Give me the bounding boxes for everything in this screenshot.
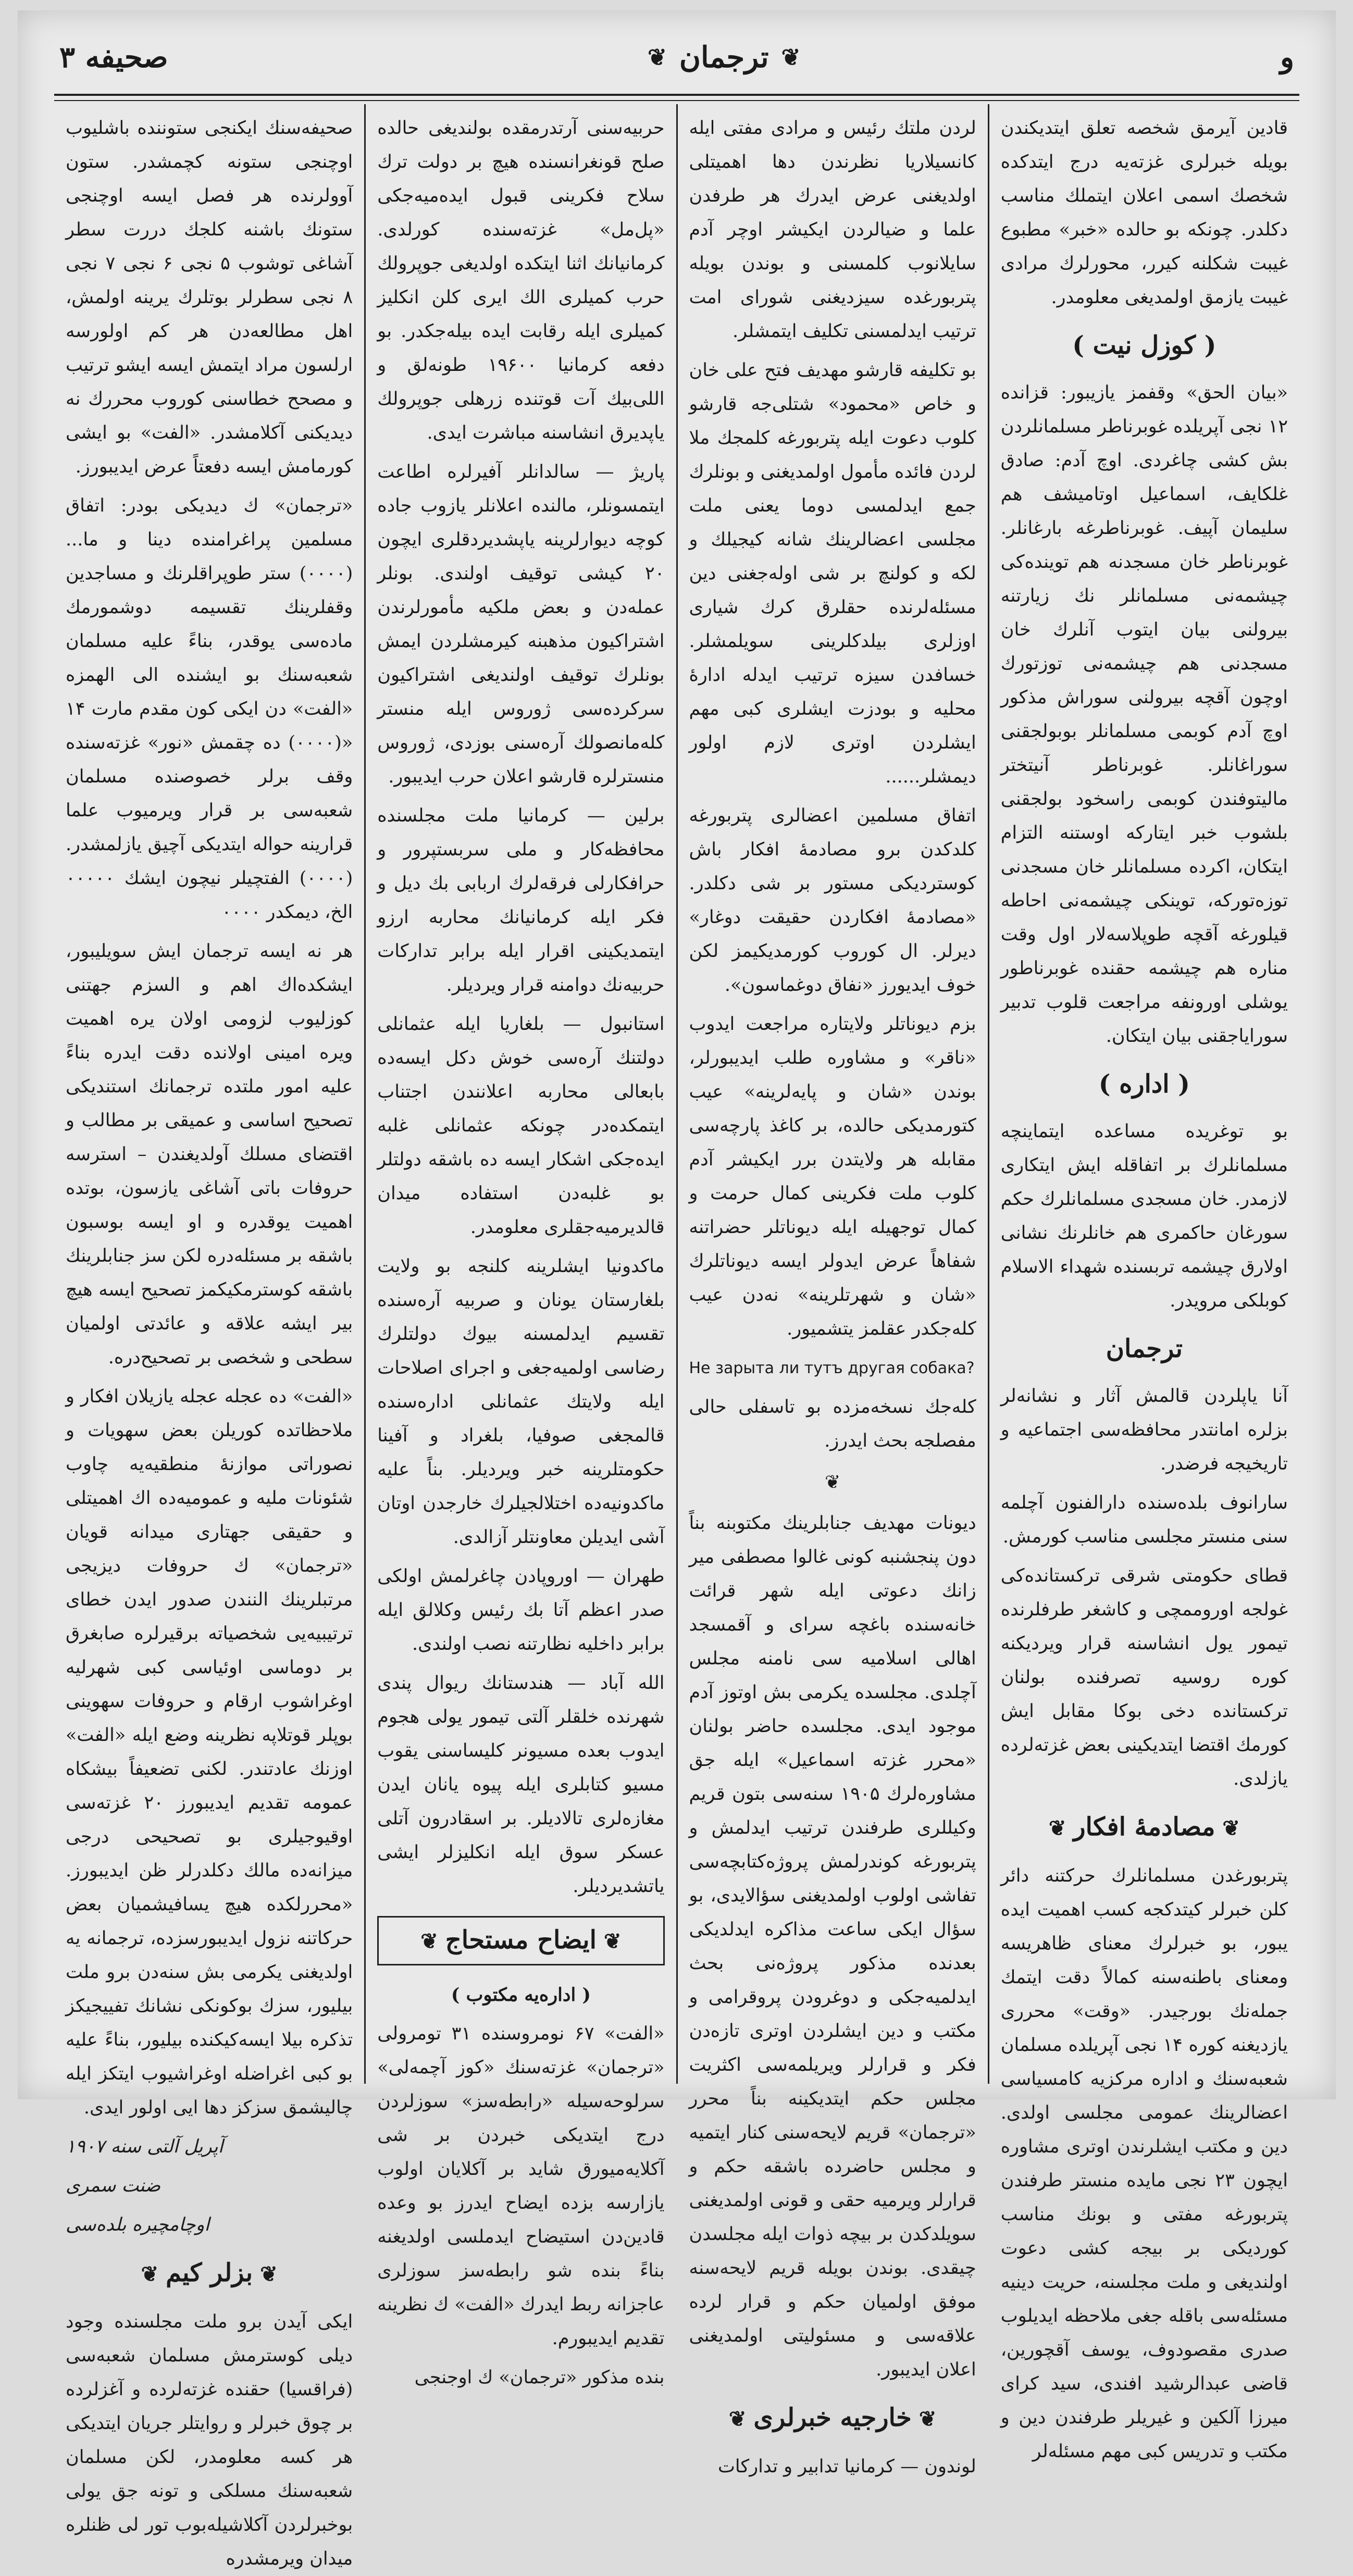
ornament-icon: ❦ <box>141 2262 159 2286</box>
article-paragraph: سارانوف بلده‌سنده دارالفنون آچلمه سنی منستر مجلسی مناسب کورمش. <box>1000 1492 1288 1547</box>
article-paragraph: هر نه ایسه ترجمان ایش سویلیبور، ایشکده‌اك اهم و السزم جهتنی کوزلیوب لزومی اولان یره اهمیت ویره امینی اولانده دقت ایدره بناءً علیه امور ملتده ترجمانك استندیکی تصحیح اساسی و عمیقی بر مطالب و اقتضای مسلك آولدیغندن – استرسه حروفات باتی آشاغی یازسون، بوتده اهمیت یوقدره و او ایسه بوسبون باشقه بر مسئله‌دره لکن سز جنابلرینك باشقه کوسترمکیکمز تصحیح ایسه هیچ بیر ایشه علاقه و عائدتی اولمیان سطحی و شخصی بر تصحیح‌دره. <box>66 941 353 1368</box>
article-paragraph: الله آباد — هندستانك ریوال پندی شهرنده خلقلر آلتی تیمور یولی هجوم ایدوب بعده مسیونر کلیساسنی یقوب مسیو کتابلری ایله پیوه یانان ایدن مغازه‌لری تالادیلر. بر اسقادرون آتلی عسکر سوق ایله انکلیزلر ایشی یاتشدیردیلر. <box>377 1673 665 1897</box>
page-number: صحیفه ۳ <box>59 40 168 74</box>
corner-letter: و <box>1280 40 1294 74</box>
article-paragraph: دیونات مهدیف جنابلرینك مکتوبنه بناً دون پنجشنبه کونی غالوا مصطفی میر زانك دعوتی ایله شهر قرائت خانه‌سنده باغچه سرای و آقمسجد اهالی اسلامیه سی نامنه مجلس آچلدی. مجلسده یکرمی بش اوتوز آدم موجود ایدی. مجلسده حاضر بولنان «محرر غزته اسماعیل» ایله جق مشاوره‌لرك ۱۹۰۵ سنه‌سی بتون قریم وکیللری طرفندن ترتیب ایدلمش و پتربورغه کوندرلمش پروژه‌کتابچه‌سی تفاشی اولوب اولمدیغنی سؤالایدی، بو سؤال ایکی ساعت مذاکره ایدلدیکی بعدنده مذکور پروژه‌نی بحث ایدلمیه‌جکی و دوغرودن پروقرامی و مکتب و دین ایشلردن اوتری تازه‌دن فکر و قرارلر ویریلمه‌سی اکثریت مجلس حکم ایتدیکینه بناً محرر «ترجمان» قریم لایحه‌سنی کنار ایتمیه و مجلس حاضرده باشقه حکم و قرارلر ویرمیه حقی و قونی اولمدیغنی سویلدکدن بر بیچه ذوات ایله مجلسدن چیقدی. بوندن بویله قریم لایحه‌سنه موفق اولمیان حکم و قرار لرده علاقه‌سی و مسئولیتی اولمدیغنی اعلان ایدیبور. <box>689 1513 976 2380</box>
article-paragraph: «ترجمان» ك دیدیکی بودر: اتفاق مسلمین پراغرامنده دینا و ما... (۰۰۰۰) ستر طوپراقلرنك و مساجدین وقفلرینك تقسیمه دوشمورمك ماده‌سی یوقدر، بناءً علیه مسلمان شعبه‌سنك بو ایشنده الی الهمزه «الفت» دن ایکی کون مقدم مارت ۱۴ «(۰۰۰۰) ده چقمش «نور» غزته‌سنده وقف برلر خصوصنده مسلمان شعبه‌سی بر قرار ویرمیوب علما قرارینه حواله ایتدیکی آچیق یازلمشدر. (۰۰۰۰) الفتچیلر نیچون ایشك ۰۰۰۰۰ الخ، دیمکدر ۰۰۰۰ <box>66 495 353 923</box>
section-heading-text: مصادمهٔ افکار <box>1073 1812 1215 1841</box>
article-paragraph: پتربورغدن مسلمانلرك حرکتنه دائر کلن خبرلر کیتدکجه کسب اهمیت ایده یبور، بو خبرلرك معنای ظاهریسه ومعنای باطنه‌سنه کمالاً دقت ایتمك جمله‌نك بورجیدر. «وقت» محرری یازدیغنه کوره ۱۴ نجی آپریلده مسلمان شعبه‌سنك و اداره مرکزیه کامسیاسی اعضالرینك عمومی مجلسی اولدی. دین و مکتب ایشلرندن اوتری مشاوره ایچون ۲۳ نجی مایده منستر طرفندن پتربورغه مفتی و بونك مناسب کوردیکی بر بیجه کشی دعوت اولندیغی و ملت مجلسنه، حریت دینیه مسئله‌سی باقله جغی ملاحظه ایدیلوب صدری مقصودوف، یوسف آقچورین، قاضی عبدالرشید افندی، سید کرای میرزا آلکین و غیریلر طرفندن دین و مکتب و تدریس کبی مهم مسئله‌لر <box>1000 1865 1288 2462</box>
ornament-icon: ❦ <box>728 2407 747 2431</box>
article-paragraph: «بیان الحق» وقفمز یازیبور: قزانده ۱۲ نجی آپریلده غوبرناطر مسلمانلردن بش کشی چاغردی. اوچ آدم: صادق غلکایف، اسماعیل اوتامیشف هم سلیمان آپیف. غوبرناطرغه بارغانلر. غوبرناطر خان مسجدنه هم توینده‌کی چیشمه‌نی مسلمانلر نك زیارتنه بیرولنی بیان ایتوب آنلرك خان مسجدنی هم چیشمه‌نی توزتورك اوچون آقچه بیرولنی سوراش مذکور اوچ آدم کوبمی مسلمانلر بوبولجقنی سوراغانلر. غوبرناطر آنیتختر مالیتوفندن کوبمی راسخود بولجقنی بلشوب خبر ایتارکه اوستنه التزام ایتکان، اکرده مسلمانلر خان مسجدنی توزه‌تورکه، توینکی چیشمه‌نی احاطه قیلورغه آقچه طوپلاسه‌لار اول وقت مناره هم چیشمه حقنده غوبرناطور یوشلی اورونفه مراجعت قلوب تدبیر سورایاجقنی بیان ایتکان. <box>1000 382 1288 1047</box>
article-paragraph: بنده مذکور «ترجمان» ك اوجنجی <box>414 2367 665 2388</box>
article-paragraph: بزم دیوناتلر ولایتاره مراجعت ایدوب «ناقر» و مشاوره طلب ایدیبورلر، بوندن «شان و پایه‌لرینه» عیب کتورمدیکی حالده، بر کاغذ پارچه‌سی مقابله هر ولایتدن برر ایکیشر آدم کلوب ملت فکرینی کمال حرمت و کمال توجهیله ایله دیوناتلر حضراتنه شفاهاً عرض ایدولر ایسه دیوناتلرك «شان و شهرتلرینه» نه‌دن عیب کله‌جکدر عقلمز یتشمیور. <box>689 1014 976 1339</box>
article-paragraph: حربیه‌سنی آرتدرمقده بولندیغی حالده صلح قونغرانسنده هیچ بر دولت ترك سلاح فکرینی قبول ایده‌میه‌جکی «پل‌مل» غزته‌سنده کورلدی. کرمانیانك اثنا ایتکده اولدیغی جوپرولك حرب کمیلری الك ایری کلن انکلیز کمیلری ایله رقابت ایده بیله‌جکدر. بو دفعه کرمانیا ۱۹۶۰۰ طونه‌لق و اللی‌بیك آت قوتنده زرهلی جوپرولك یاپدیرق انشاسنه مباشرت ایدی. <box>377 118 665 443</box>
article-paragraph: قطای حکومتی شرقی ترکستانده‌کی غولجه اوروممچی و کاشغر طرفلرنده تیمور یول انشاسنه قرار ویردیکنه کوره روسیه تصرفنده بولنان ترکستانده دخی بوکا مقابل ایش کورمك اقتضا ایتدیکینی بعض غزته‌لرده یازلدی. <box>1000 1565 1288 1789</box>
subheading: ( اداره‌یه مکتوب ) <box>451 1984 591 2006</box>
ornament-icon: ❦ <box>420 1929 438 1953</box>
article-paragraph: بو تکلیفه قارشو مهدیف فتح علی خان و خاص «محمود» شتلی‌جه قارشو کلوب دعوت ایله پتربورغه کلمجك ملا لردن فائده مأمول اولمدیغنی و بونلرك جمع ایدلمسی دوما یعنی ملت مجلسی اعضالرینك شانه کیجیلك و لکه و کولنچ بر شی اوله‌جغنی دین مسئله‌لرنده حقلرق کرك شیاری اوزلری بیلدکلرینی سویلمشلر. خسافدن سیزه ترتیب ایدله ادارهٔ محلیه و بودزت ایشلری کبی مهم ایشلردن اوتری لازم اولور دیمشلر...... <box>689 360 976 787</box>
article-paragraph: قادین آیرمق شخصه تعلق ایتدیکندن بویله خبرلری غزته‌یه درج ایتدکده شخصك اسمی اعلان ایتملك مناسب دکلدر. چونکه بو حالده «خبر» مطبوع غیبت شکلنه کیرر، محورلرك مرادی غیبت یازمق اولمدیغی معلومدر. <box>1000 118 1288 308</box>
article-paragraph: استانبول — بلغاریا ایله عثمانلی دولتنك آره‌سی خوش دکل ایسه‌ده بابعالی محاربه اعلانندن اجتناب ایتمکده‌در چونکه عثمانلی غلبه ایده‌جکی اشکار ایسه ده باشقه دولتلر بو غلبه‌دن استفاده میدان قالدیرمیه‌جقلری معلومدر. <box>377 1014 665 1238</box>
article-paragraph: کله‌جك نسخه‌مزده بو تاسفلی حالی مفصلجه بحث ایدرز. <box>689 1397 976 1451</box>
ornament-icon: ❦ <box>604 1929 622 1953</box>
column-1 <box>988 104 1299 2462</box>
section-heading: ( کوزل نیت ) <box>1072 331 1217 360</box>
article-paragraph: اتفاق مسلمین اعضالری پتربورغه کلدکدن برو مصادمهٔ افکار باش کوستردیکی مستور بر شی دکلدر. «مصادمهٔ افکاردن حقیقت دوغار» دیرلر. ال کوروب کورمدیکیمز لکن خوف ایدیورز «نفاق دوغماسون». <box>689 805 976 995</box>
section-heading-text: خارجیه خبرلری <box>753 2403 912 2432</box>
masthead-center <box>648 40 800 74</box>
article-paragraph: طهران — اوروپادن چاغرلمش اولکی صدر اعظم آتا بك رئیس وکلالق ایله برابر داخلیه نظارتنه نصب اولندی. <box>377 1566 665 1654</box>
separator-ornament: ❦ <box>825 1472 841 1493</box>
ornament-icon: ❦ <box>648 44 667 71</box>
article-paragraph: ایکی آیدن برو ملت مجلسنده وجود دیلی کوسترمش مسلمان شعبه‌سی (فراقسیا) حقنده غزته‌لرده و آغزلرده بر چوق خبرلر و روایتلر جریان ایتدیکی هر کسه معلومدر، لکن مسلمان شعبه‌سنك مسلکی و تونه جق یولی بوخبرلردن آکلاشیله‌بوب تور لی ظنلره میدان ویرمشدره <box>66 2311 353 2569</box>
ornament-icon: ❦ <box>918 2407 937 2431</box>
russian-quote: Не зарыта ли тутъ другая собака? <box>689 1359 975 1377</box>
ornament-icon: ❦ <box>1222 1816 1240 1840</box>
signature-date: آپریل آلتی سنه ۱۹۰۷ <box>66 2136 224 2157</box>
article-paragraph: بو توغریده مساعده ایتماینچه مسلمانلرك بر اتفاقله ایش ایتکاری لازمدر. خان مسجدی مسلمانلرك حکم سورغان حاکمری هم خانلرنك نشانی اولارق چیشمه تربسنده شهداء الاسلام کوبلکی مرویدر. <box>1000 1121 1288 1311</box>
article-paragraph: «الفت» ۶۷ نومروسنده ۳۱ تومرولی «ترجمان» غزته‌سنك «کوز آچمه‌لی» سرلوحه‌سیله «رابطه‌سز» سوزلردن درج ایتدیکی خبردن بر شی آکلایه‌میورق شاید بر آکلایان اولوب یازارسه بزده ایضاح ایدرز بو وعده قادین‌دن استیضاح ایدملسی اولدیغنه بناءً بنده شو رابطه‌سز سوزلری عاجزانه ربط ایدرك «الفت» ك نظرینه تقدیم ایدیبورم. <box>377 2023 665 2349</box>
article-paragraph: پاریژ — سالدانلر آفیرلره اطاعت ایتمسونلر، مالنده اعلانلر یازوب جاده کوچه دیوارلرینه یاپشدیردقلری ایچون ۲۰ کیشی توقیف اولندی. بونلر عمله‌دن و بعض ملکیه مأمورلرندن اشتراکیون مذهبنه کیرمشلردن ایمش بونلرك توقیف اولندیغی اشتراکیون سرکرده‌سی ژوروس ایله منستر کله‌مانصولك آره‌سنی بوزدی، ژوروس منسترلره قارشو اعلان حرب ایدیبور. <box>377 462 665 787</box>
signature-place: اوچامچیره بلده‌سی <box>66 2214 210 2235</box>
column-2 <box>676 104 988 2477</box>
ornament-icon: ❦ <box>1048 1816 1066 1840</box>
section-heading <box>1001 1809 1288 1847</box>
article-paragraph: آنا یاپلردن قالمش آثار و نشانه‌لر بزلره امانتدر محافظه‌سی اجتماعیه و تاریخیجه فرضدر. <box>1000 1386 1288 1474</box>
section-heading <box>66 2255 353 2293</box>
section-heading: ( اداره ) <box>1098 1069 1190 1099</box>
article-paragraph: ماکدونیا ایشلرینه کلنجه بو ولایت بلغارستان یونان و صربیه آره‌سنده تقسیم ایدلمسنه بیوك دولتلرك رضاسی اولمیه‌جغی و اجرای اصلاحات ایله ولایتك عثمانلی اداره‌سنده قالمجغی صوفیا، بلغراد و آفینا حکومتلرینه خبر ویردیلر. بناً علیه ماکدونیه‌ده اختلالجیلرك خارجدن اوتان آشی ایدیلن معاونتلر آزالدی. <box>377 1256 665 1548</box>
columns <box>54 104 1299 2569</box>
article-paragraph: صحیفه‌سنك ایکنجی ستوننده باشلیوب اوچنجی ستونه کچمشدر. ستون آوولرنده هر فصل ایسه اوچنجی ستونك باشنه کلجك دررت سطر آشاغی توشوب ۵ نجی ۶ نجی ۷ نجی ۸ نجی سطرلر بوتلرك یرینه اولمش، اهل مطالعه‌دن هر کم اولورسه ارلسون مراد ایتمش ایسه ایشو ترتیب و مصحح خطاسنی کوروب محررك نه دیدیکنی آکلامشدر. «الفت» بو ایشی کورمامش ایسه دفعتاً عرض ایدیبورز. <box>66 118 353 477</box>
column-3 <box>364 104 676 2388</box>
column-4 <box>54 104 364 2569</box>
newspaper-page <box>18 10 1336 2569</box>
article-paragraph: لردن ملتك رئیس و مرادی مفتی ایله کانسیلاریا نظرندن دها اهمیتلی اولدیغنی عرض ایدرك هر طرفدن علما و ضیالردن ایکیشر اوچر آدم سایلانوب کلمسنی و بوندن بویله پتربورغده سیزدیغنی شورای امت ترتیب ایدلمسنی تکلیف ایتمشلر. <box>689 118 976 342</box>
section-heading <box>377 1916 664 1965</box>
article-paragraph: برلین — کرمانیا ملت مجلسنده محافظه‌کار و ملی سربستپرور و حرافکارلی فرقه‌لرك اربابی بك دیل و فکر ایله کرمانیانك محاربه ارزو ایتمدیکینی اقرار ایله برابر تدارکات حربیه‌نك دوامنه قرار ویردیلر. <box>377 805 665 995</box>
newspaper-title: ترجمان <box>679 40 769 74</box>
section-heading <box>689 2399 976 2437</box>
header-rule <box>54 94 1299 101</box>
section-heading-text: ایضاح مستحاج <box>445 1925 597 1955</box>
article-paragraph: لوندون — کرمانیا تدابیر و تدارکات <box>717 2456 976 2477</box>
section-heading: ترجمان <box>1106 1334 1183 1363</box>
section-heading-text: بزلر کیم <box>166 2258 253 2287</box>
signature-name: ضنت سمری <box>66 2175 161 2196</box>
ornament-icon: ❦ <box>260 2262 278 2286</box>
article-paragraph: «الفت» ده عجله عجله یازیلان افکار و ملاحظاتده کوریلن بعض سهویات و نصوراتی موازنهٔ منطقیه‌یه چاوب شئونات ملیه و عمومیه‌ده اك اهمیتلی و حقیقی جهتاری میدانه قویان «ترجمان» ك حروفات دیزیجی مرتبلرینك النندن صدور ایدن خطای ترتیبیه‌یی شخصیاته برقیرلره صابغرق بر دوماسی اوئیاسی کبی شهرلیه اوغراشوب ارقام و حروفات سهوینی بوپلر قوتلاپه نظرینه وضع ایله «الفت» اوزنك عادتندر. لکنی تضعیفاً بیشکاه عمومه تقدیم ایدیبورز ۲۰ غزته‌سی اوقیوجیلری بو تصحیحی درجی میزانه‌ده مالك دکلدرلر ظن ایدیبورز. «محررلکده هیچ یسافیشمیان بعض حرکاتنه نزول ایدیبورسزده، ترجمانه یه اولدیغنی یکرمی بش سنه‌دن برو ملت بیلیور، سزك بوکونکی نشانك تفییجیکز تذكره بیلا ایسه‌کیکنده بیلیور، بناءً علیه بو کبی اغراضله اوغراشیوب ایتکز ایله چالیشمق سزکز دها ایی اولور ایدی. <box>66 1386 353 2118</box>
masthead <box>18 10 1336 104</box>
ornament-icon: ❦ <box>781 44 801 71</box>
